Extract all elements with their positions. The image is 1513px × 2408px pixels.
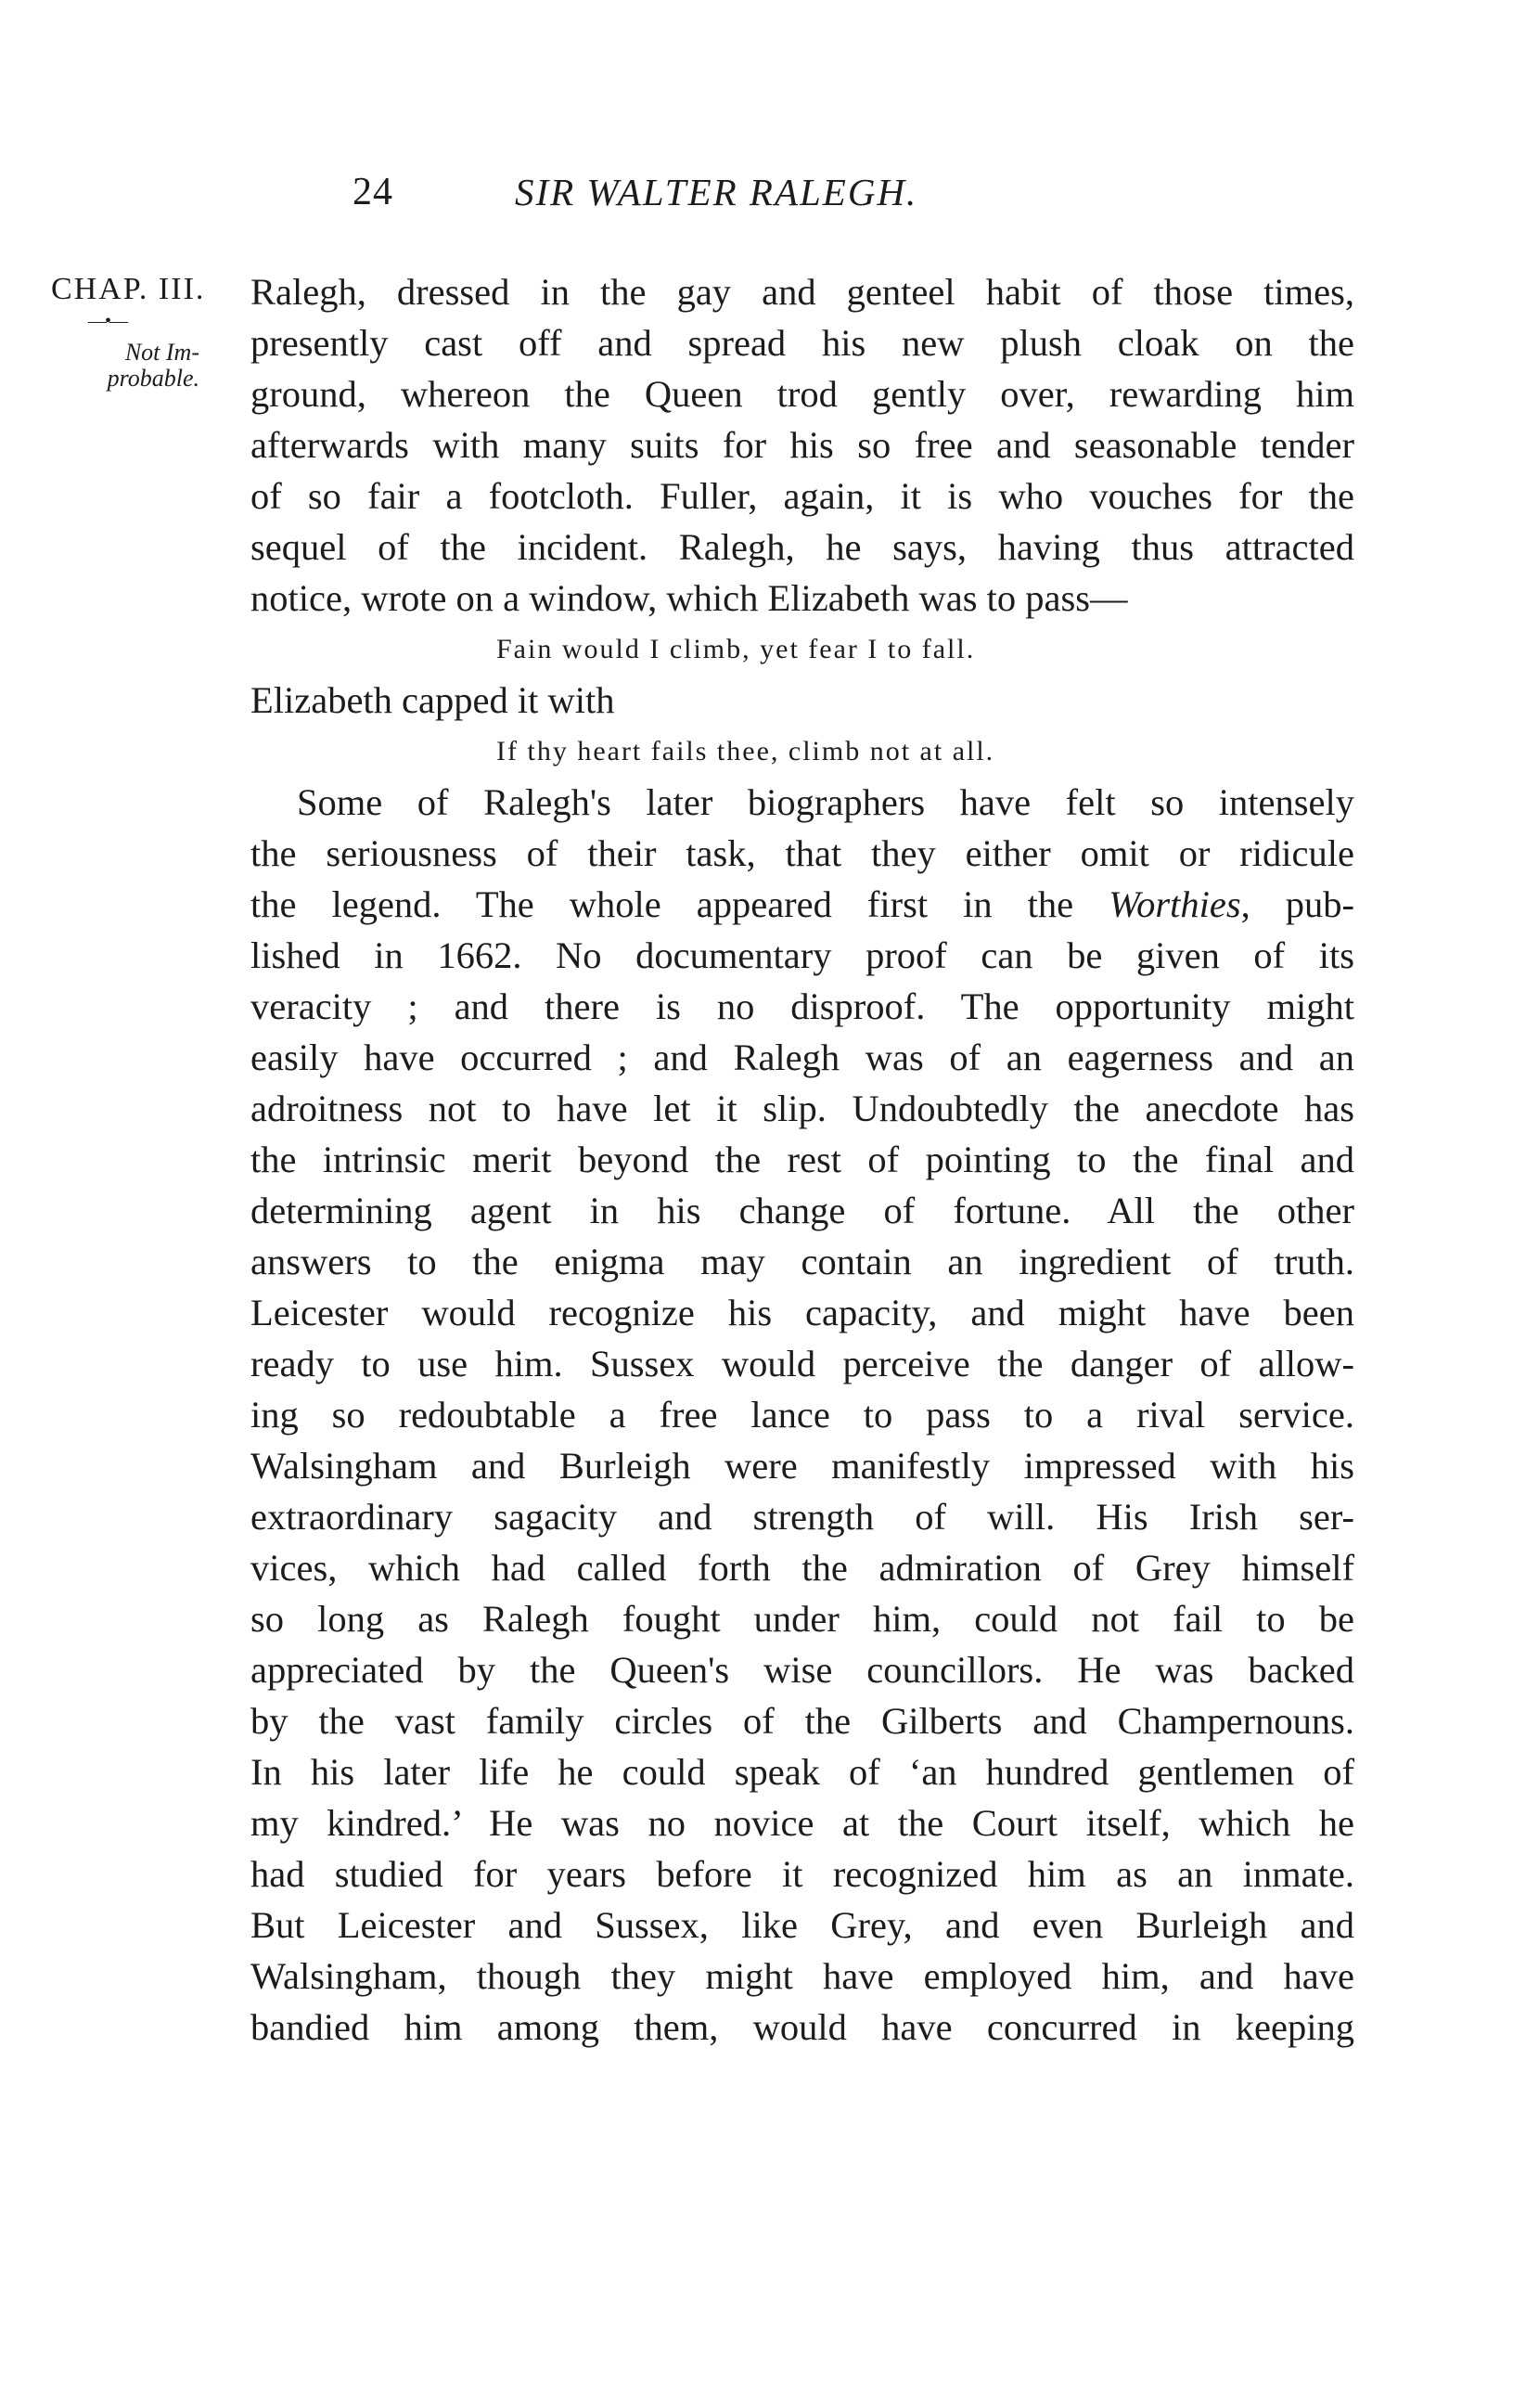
- verse-line: If thy heart fails thee, climb not at all.: [496, 736, 995, 766]
- text-line: notice, wrote on a window, which Elizabeth was to pass—: [250, 577, 1128, 619]
- text-line: ground, whereon the Queen trod gently over, rewarding him: [250, 373, 1354, 415]
- text-line: my kindred.’ He was no novice at the Court itself, which he: [250, 1802, 1354, 1844]
- text-line: afterwards with many suits for his so free and seasonable tender: [250, 424, 1354, 466]
- text-line: But Leicester and Sussex, like Grey, and even Burleigh and: [250, 1904, 1354, 1946]
- text-line: determining agent in his change of fortune. All the other: [250, 1190, 1354, 1231]
- page-number: 24: [353, 171, 393, 213]
- text-line: of so fair a footcloth. Fuller, again, it is who vouches for the: [250, 475, 1354, 517]
- chapter-label: CHAP. III.: [51, 272, 206, 306]
- text-line: Leicester would recognize his capacity, and might have been: [250, 1292, 1354, 1333]
- text-line: the seriousness of their task, that they either omit or ridicule: [250, 832, 1354, 874]
- sidenote: [51, 272, 237, 392]
- margin-note: Not Im-probable.: [107, 339, 199, 392]
- book-title: Worthies: [1109, 883, 1241, 925]
- paragraph-2: Elizabeth capped it with: [250, 679, 615, 721]
- text-line: sequel of the incident. Ralegh, he says, having thus attracted: [250, 526, 1354, 568]
- body-text: [250, 266, 1354, 2053]
- text-line: In his later life he could speak of ‘an hundred gentlemen of: [250, 1751, 1354, 1793]
- text-line: by the vast family circles of the Gilberts and Champernouns.: [250, 1700, 1354, 1742]
- text-line: so long as Ralegh fought under him, could not fail to be: [250, 1598, 1354, 1640]
- text-line: vices, which had called forth the admiration of Grey himself: [250, 1547, 1354, 1589]
- text-line: ready to use him. Sussex would perceive the danger of allow-: [250, 1343, 1354, 1384]
- text-line: ing so redoubtable a free lance to pass to a rival service.: [250, 1394, 1354, 1436]
- text-line: Some of Ralegh's later biographers have felt so intensely: [297, 781, 1354, 823]
- page-header: [0, 170, 1513, 225]
- text-line: Ralegh, dressed in the gay and genteel habit of those times,: [250, 271, 1354, 313]
- paragraph-1: [250, 266, 1354, 624]
- text-line: veracity ; and there is no disproof. The opportunity might: [250, 985, 1354, 1027]
- text-line: the intrinsic merit beyond the rest of pointing to the final and: [250, 1139, 1354, 1180]
- text-line: adroitness not to have let it slip. Undoubtedly the anecdote has: [250, 1088, 1354, 1129]
- text-line: appreciated by the Queen's wise councillors. He was backed: [250, 1649, 1354, 1691]
- verse-line: Fain would I climb, yet fear I to fall.: [496, 634, 976, 664]
- text-line: bandied him among them, would have concurred in keeping: [250, 2006, 1354, 2048]
- text-line: had studied for years before it recognized him as an inmate.: [250, 1853, 1354, 1895]
- running-head: SIR WALTER RALEGH.: [515, 171, 918, 213]
- text-line: presently cast off and spread his new plush cloak on the: [250, 322, 1354, 364]
- ornament-divider: —•—: [88, 311, 127, 331]
- text-line: easily have occurred ; and Ralegh was of an eagerness and an: [250, 1037, 1354, 1078]
- text-line: Walsingham, though they might have employed him, and have: [250, 1955, 1354, 1997]
- paragraph-3: [250, 777, 1354, 2053]
- text-line: the legend. The whole appeared first in the Worthies, pub-: [250, 883, 1354, 925]
- text-line: Walsingham and Burleigh were manifestly impressed with his: [250, 1445, 1354, 1487]
- text-line: extraordinary sagacity and strength of will. His Irish ser-: [250, 1496, 1354, 1538]
- text-line: answers to the enigma may contain an ingredient of truth.: [250, 1241, 1354, 1282]
- text-line: lished in 1662. No documentary proof can be given of its: [250, 934, 1354, 976]
